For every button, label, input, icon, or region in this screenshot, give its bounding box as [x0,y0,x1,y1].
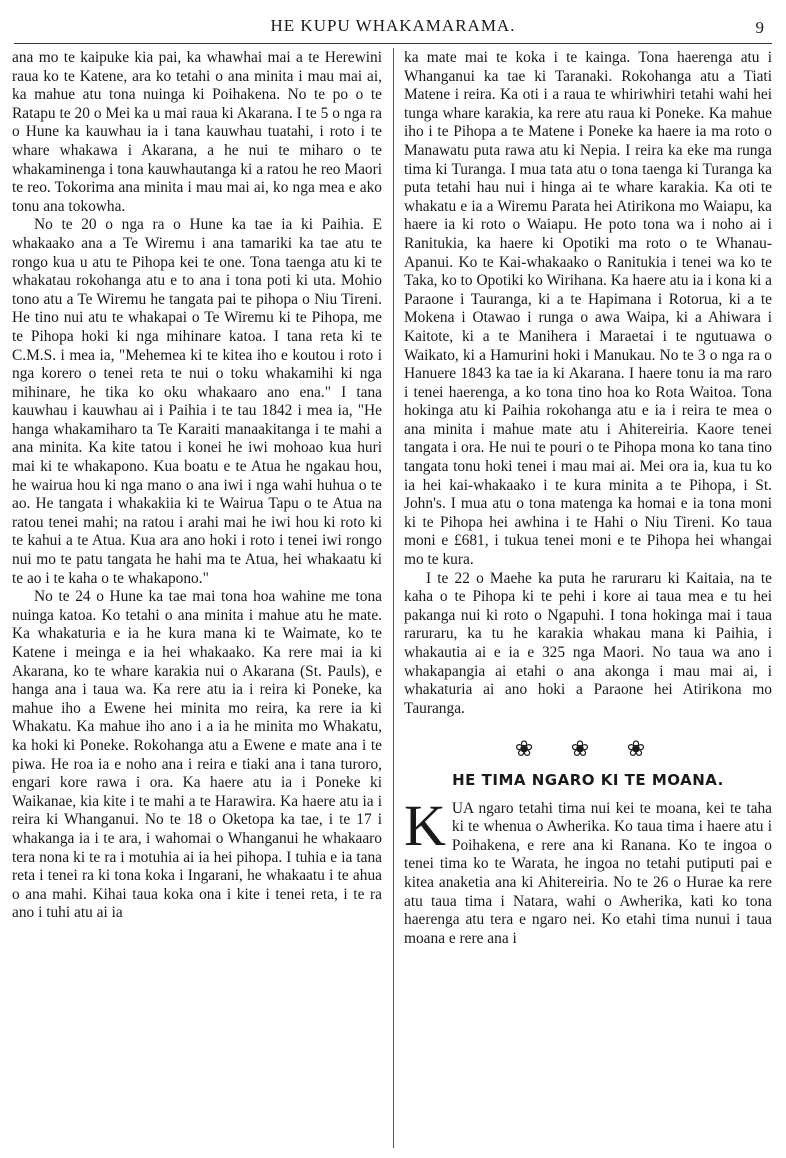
section-paragraph [404,792,772,949]
section-title: HE TIMA NGARO KI TE MOANA. [452,770,724,789]
paragraph: I te 22 o Maehe ka puta he raruraru ki Kaitaia, na te kaha o te Pihopa ki te pehi i kore ai taua mea e tu hei pakanga nui ki roto o Ngapuhi. I tona hokinga mai i taua raruraru, ka tu he karakia whakau mana ki Paihia, i whakautia ai e ia e 325 nga Maori. No taua wa ano i whakapangia ai etahi o ana akonga i mau mai ai, i whakaturia ai ano hoki a Paraone hei Atirikona mo Tauranga. [404,569,772,717]
section-text: UA ngaro tetahi tima nui kei te moana, kei te taha ki te whenua o Awherika. Ko taua tima i haere atu i Poihakena, e rere ana ki Ranana. Ko te ingoa o tenei tima ko te Warata, he ingoa no tetahi putiputi pai e kitea anaketia ana ki Ahitereiria. No te 26 o Hurae ka rere atu taua tima i Natara, wahi o Awherika, kati ko tona haerenga atu tera e ngaro nei. Ko etahi tima nunui i taua moana e rere ana i [404,799,772,947]
header-rule [14,43,772,44]
paragraph: No te 20 o nga ra o Hune ka tae ia ki Paihia. E whakaako ana a Te Wiremu i ana tamariki ka tae atu te rongo kua u atu te Pihopa kei te one. Tona taenga atu ki te whakatau rokohanga atu e to ana i tona poti ki uta. Mohio tono atu a Te Wiremu he tangata pai te pihopa o Niu Tireni. He tino nui atu te whakapai o Te Wiremu ki te Pihopa, me te Pihopa hoki ki nga mihinare katoa. I tana reta ki te C.M.S. i mea ia, "Mehemea ki te kitea iho e koutou i roto i nga korero o tenei reta te nui o toku whakamihi ki nga mihinare, he tika ko oku whakaaro ano ena." I tana kauwhau i kauwhau ai i Paihia i te tau 1842 i mea ia, "He hanga whakamiharo ta Te Karaiti manaakitanga i te mahi a ana minita. Ka kite tatou i konei he iwi mohoao kua huri mai ki te whakapono. Kua boatu e te Atua he ngakau hou, he wairua hou ki nga mano o ana iwi i nga wahi huhua o te ao. He tangata i whakakiia ki te Wairua Tapu o te Atua na ratou tenei mahi; na ratou i arahi mai he iwi hou ki roto ki te kahui a te Atua. Kua ara ano hoki i roto i tenei iwi rongo nui mo te patu tangata he hahi ma te Atua, hei whakaatu ki te ao i te kaha o te whakapono." [12,216,382,587]
right-column [404,49,772,948]
running-title: HE KUPU WHAKAMARAMA. [270,16,516,35]
page-header [0,10,786,40]
column-divider [393,48,394,1148]
paragraph: ka mate mai te koka i te kainga. Tona haerenga atu i Whanganui ka tae ki Taranaki. Rokohanga atu a Tiati Matene i reira. Ka oti i a raua te whiriwhiri tetahi wahi hei tunga whare karakia, ka rere atu raua ki Poneke. Ka mahue iho i te Pihopa a te Matene i Poneke ka haere ia ma roto o Manawatu puta rawa atu ki Nepia. I reira ka eke ma runga tima ki Turanga. I mua tata atu o tona taenga ki Turanga ka puta tetahi hau nui i hinga ai te whare karakia. Ka oti te whakatu e ia a Wiremu Parata hei Atirikona mo Waiapu, ka haere ia ki roto o Waiapu. He poto tona wa i noho ai i Ranitukia, ka haere ki Opotiki ma roto o te Whanau-Apanui. Ko te Kai-whakaako o Ranitukia i tenei wa ko te Taka, ko to Opotiki ko Wirihana. Ka haere atu ia i kona ki a Paraone i Tauranga, ki a te Hapimana i Rotorua, ki a te Mokena i Otawao i runga o awa Waipa, ki a Ahiwara i Kaitote, ki a te Manihera i Maraetai i te ngutuawa o Waikato, ki a Hamurini hoki i Manukau. No te 3 o nga ra o Hanuere 1843 ka tae ia ki Akarana. I haere tonu ia ma raro i tenei haerenga, a ko tona tino hoa ko Rota Waitoa. Tona hokinga atu ki Paihia rokohanga atu e ia i reira te mea o ana minita i mahue mate atu i Ahitereiria. Kaore tenei tangata i ora. He nui te pouri o te Pihopa mona ko tana tino tangata tonu hoki tenei i mau mai ai. Mei ora ia, kua tu ko ia hei kai-whakaako i te kura minita a te Pihopa, i St. John's. I mua atu o tona matenga ka homai e ia tona moni ki te Pihopa hei awhina i te Hahi o Niu Tireni. Ko taua moni e £681, i tukua tenei moni e te Pihopa hei whangai mo te kura. [404,49,772,569]
page-number: 9 [755,18,764,37]
paragraph: No te 24 o Hune ka tae mai tona hoa wahine me tona nuinga katoa. Ko tetahi o ana minita i mahue atu he mate. Ka whakaturia e ia he kura mana ki te Waimate, ko te Katene i meinga e ia hei whakaako. Ka rere mai ia ki Akarana, ko te whare karakia nui o Akarana (St. Pauls), e hanga ana i taua wa. Ka rere atu ia i reira ki Poneke, ka mahue iho a Ewene hei minita mo reira, ka rere ia ki Whakatu. Ka mahue iho ano i a ia he minita mo Whakatu, ka hoki ki Poneke. Rokohanga atu a Ewene e mate ana i te piwa. He roa ia e noho ana i reira e tiaki ana i tana turoro, engari kore rawa i ora. Ka haere atu ia i Poneke ki Waikanae, kia kite i te mahi a te Harawira. Ka haere atu ia i reira ki Whanganui. No te 18 o Oketopa ka tae, i te 17 i whakanga ia i te ara, i wahomai o Whanganui he whakaaro tera nona ki te ra i motuhia ai ia hei pihopa. I tuhia e ia tana reta i tenei ra ki tona koka i Ingarani, he whakaatu i te ahua o ana mahi. Kihai taua koka ona i kite i tenei reta, i te ra ano i tuhi atu ai ia [12,588,382,922]
paragraph: ana mo te kaipuke kia pai, ka whawhai mai a te Herewini raua ko te Katene, ara ko tetahi o ana minita i mau mai ai, ka mahue atu tona nuinga ki Poihakena. No te po o te Ratapu te 20 o Mei ka u mai raua ki Akarana. I te 5 o nga ra o Hune ka kauwhau ia i tana kauwhau tuatahi, i roto i te whare whakawa i Akarana, a he nui te miharo o te whakaminenga i tona kauwhautanga ki a ratou he reo Maori te reo. Tokorima ana minita i mau mai ai, ko nga mea e ako tonu ana tokowha. [12,49,382,215]
drop-cap: K [404,792,446,858]
left-column [12,49,382,923]
ornament-divider: ❀ ❀ ❀ [514,736,662,762]
